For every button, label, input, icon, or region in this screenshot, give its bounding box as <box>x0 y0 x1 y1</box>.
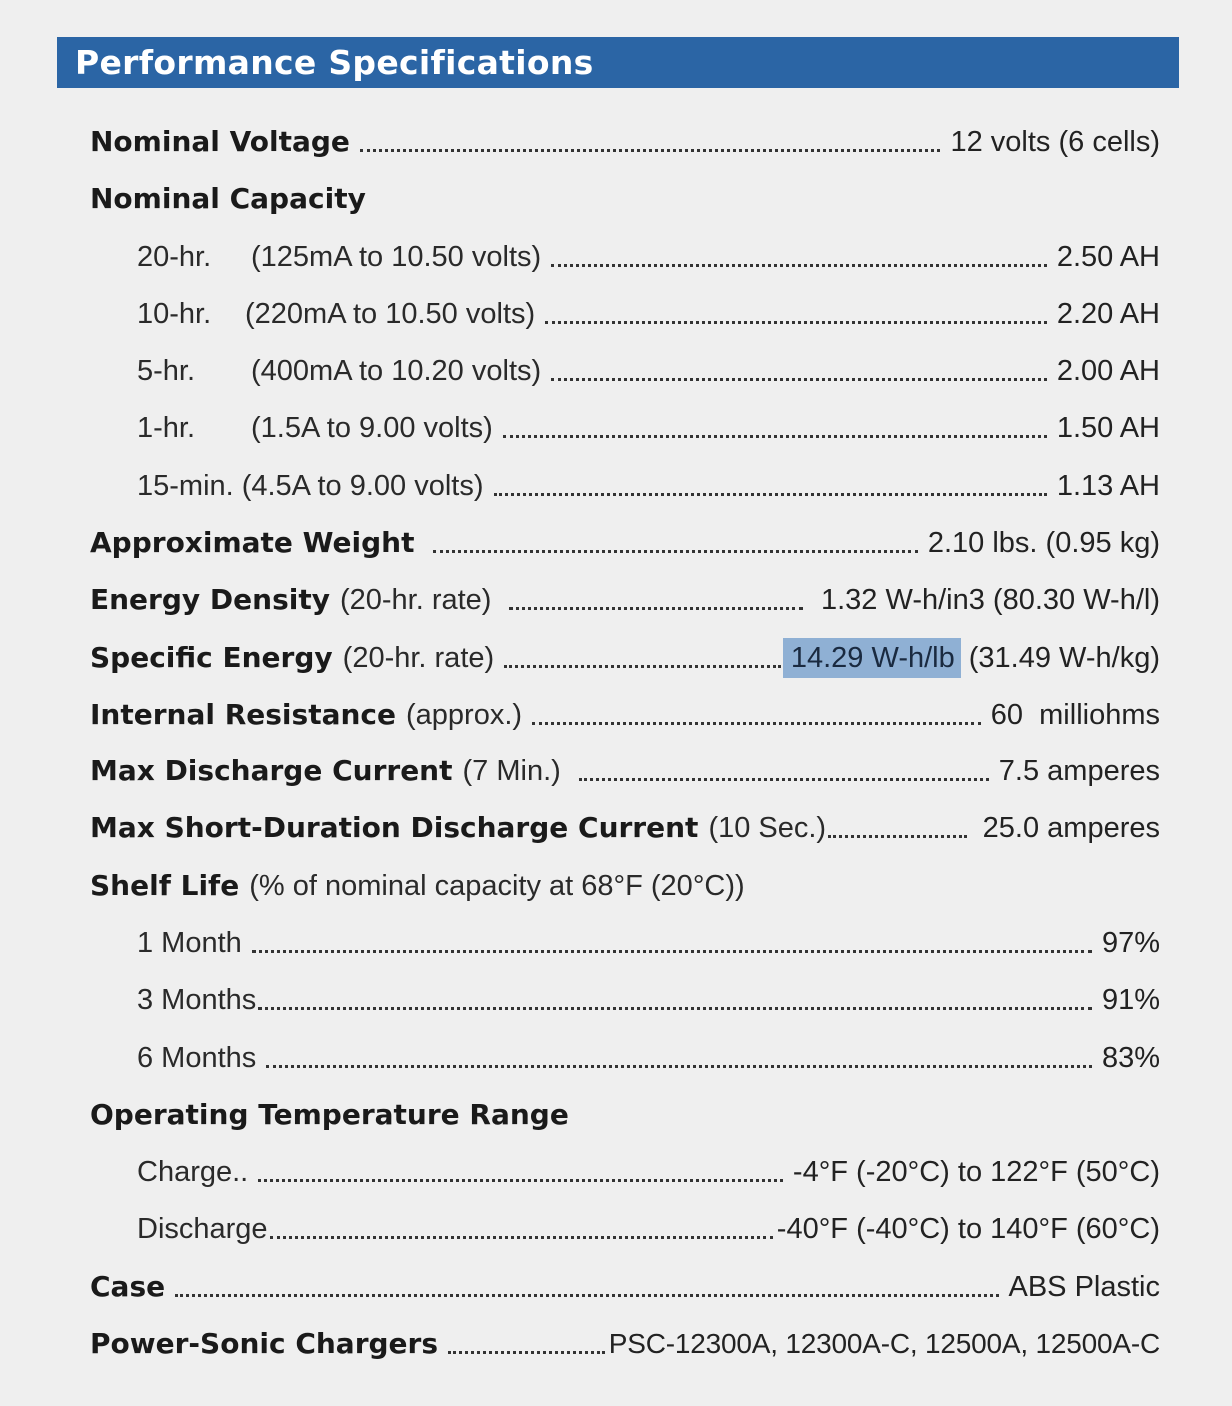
dot-leader <box>551 378 1047 381</box>
capacity-value: 2.20 AH <box>1056 298 1160 330</box>
spec-heading-nominal-capacity <box>90 179 1160 219</box>
capacity-row-10hr <box>137 294 1160 334</box>
shelf-life-period: 1 Month <box>137 927 242 959</box>
spec-row-max-discharge-current <box>90 751 1160 791</box>
dot-leader <box>258 1007 1092 1010</box>
dot-leader <box>532 722 981 725</box>
spec-label: Max Discharge Current <box>90 754 453 787</box>
spec-label: Max Short-Duration Discharge Current <box>90 811 699 844</box>
spec-heading-shelf-life <box>90 866 1160 906</box>
spec-value: 1.32 W-h/in3 (80.30 W-h/l) <box>820 584 1160 616</box>
capacity-condition: (400mA to 10.20 volts) <box>251 355 542 387</box>
spec-qualifier: (approx.) <box>406 699 523 731</box>
dot-leader <box>266 1065 1092 1068</box>
temperature-row-discharge <box>137 1209 1160 1249</box>
capacity-row-15min <box>137 466 1160 506</box>
capacity-condition: (220mA to 10.50 volts) <box>245 298 536 330</box>
dot-leader <box>551 264 1047 267</box>
spec-row-approximate-weight <box>90 523 1160 563</box>
capacity-rate: 5-hr. <box>137 355 196 387</box>
capacity-row-1hr <box>137 408 1160 448</box>
spec-row-energy-density <box>90 580 1160 620</box>
spec-value: PSC-12300A, 12300A-C, 12500A, 12500A-C <box>608 1328 1160 1359</box>
capacity-value: 2.50 AH <box>1056 241 1160 273</box>
spec-label: Case <box>90 1270 166 1303</box>
capacity-rate: 15-min. <box>137 470 234 502</box>
spec-row-case <box>90 1267 1160 1307</box>
dot-leader <box>504 665 781 668</box>
spec-heading-operating-temperature <box>90 1095 1160 1135</box>
spec-row-max-short-duration-current <box>90 808 1160 848</box>
temperature-value: -40°F (-40°C) to 140°F (60°C) <box>776 1213 1160 1245</box>
shelf-life-value: 83% <box>1101 1042 1160 1074</box>
spec-row-internal-resistance <box>90 695 1160 735</box>
shelf-life-row-6-months <box>137 1038 1160 1078</box>
dot-leader <box>270 1236 773 1239</box>
spec-value: 7.5 amperes <box>998 755 1160 787</box>
dot-leader <box>258 1179 783 1182</box>
dot-leader <box>433 550 918 553</box>
dot-leader <box>448 1351 605 1354</box>
shelf-life-row-3-months <box>137 980 1160 1020</box>
spec-value: ABS Plastic <box>1008 1271 1160 1303</box>
spec-label: Specific Energy <box>90 641 333 674</box>
spec-value: (31.49 W-h/kg) <box>968 642 1160 674</box>
spec-qualifier: (20-hr. rate) <box>342 642 495 674</box>
shelf-life-period: 6 Months <box>137 1042 257 1074</box>
capacity-value: 1.13 AH <box>1056 470 1160 502</box>
spec-row-nominal-voltage <box>90 122 1160 162</box>
dot-leader <box>360 149 941 152</box>
spec-qualifier: (20-hr. rate) <box>339 584 492 616</box>
section-title: Performance Specifications <box>75 43 594 82</box>
capacity-condition: (125mA to 10.50 volts) <box>251 241 542 273</box>
spec-label: Shelf Life <box>90 869 240 902</box>
shelf-life-value: 91% <box>1101 984 1160 1016</box>
dot-leader <box>252 950 1092 953</box>
dot-leader <box>828 835 967 838</box>
dot-leader <box>175 1294 998 1297</box>
spec-label: Nominal Capacity <box>90 182 366 215</box>
shelf-life-row-1-month <box>137 923 1160 963</box>
shelf-life-period: 3 Months <box>137 984 257 1016</box>
capacity-rate: 10-hr. <box>137 298 212 330</box>
capacity-condition: (1.5A to 9.00 volts) <box>251 412 493 444</box>
dot-leader <box>579 778 989 781</box>
capacity-row-20hr <box>137 237 1160 277</box>
spec-qualifier: (% of nominal capacity at 68°F (20°C)) <box>249 870 745 902</box>
spec-label: Energy Density <box>90 583 330 616</box>
spec-qualifier: (10 Sec.) <box>708 812 827 844</box>
spec-label: Operating Temperature Range <box>90 1098 569 1131</box>
spec-value: 2.10 lbs. (0.95 kg) <box>927 527 1160 559</box>
spec-value: 60 milliohms <box>990 699 1160 731</box>
spec-label: Power-Sonic Chargers <box>90 1327 439 1360</box>
spec-row-specific-energy <box>90 638 1160 678</box>
capacity-value: 1.50 AH <box>1056 412 1160 444</box>
temperature-row-charge <box>137 1152 1160 1192</box>
text-selection-highlight[interactable]: 14.29 W-h/lb <box>783 638 961 678</box>
spec-row-chargers <box>90 1324 1160 1364</box>
spec-label: Nominal Voltage <box>90 125 350 158</box>
shelf-life-value: 97% <box>1101 927 1160 959</box>
capacity-condition: (4.5A to 9.00 volts) <box>241 470 484 502</box>
spec-label: Internal Resistance <box>90 698 396 731</box>
spec-value: 12 volts (6 cells) <box>950 126 1160 158</box>
section-header-banner <box>57 37 1179 88</box>
spec-qualifier: (7 Min.) <box>462 755 561 787</box>
capacity-row-5hr <box>137 351 1160 391</box>
dot-leader <box>509 607 803 610</box>
temperature-mode: Discharge <box>137 1213 268 1245</box>
dot-leader <box>503 435 1047 438</box>
capacity-value: 2.00 AH <box>1056 355 1160 387</box>
dot-leader <box>494 493 1047 496</box>
capacity-rate: 1-hr. <box>137 412 196 444</box>
temperature-mode: Charge.. <box>137 1156 249 1188</box>
dot-leader <box>545 321 1047 324</box>
capacity-rate: 20-hr. <box>137 241 212 273</box>
spec-label: Approximate Weight <box>90 526 415 559</box>
spec-value: 25.0 amperes <box>982 812 1160 844</box>
temperature-value: -4°F (-20°C) to 122°F (50°C) <box>792 1156 1160 1188</box>
